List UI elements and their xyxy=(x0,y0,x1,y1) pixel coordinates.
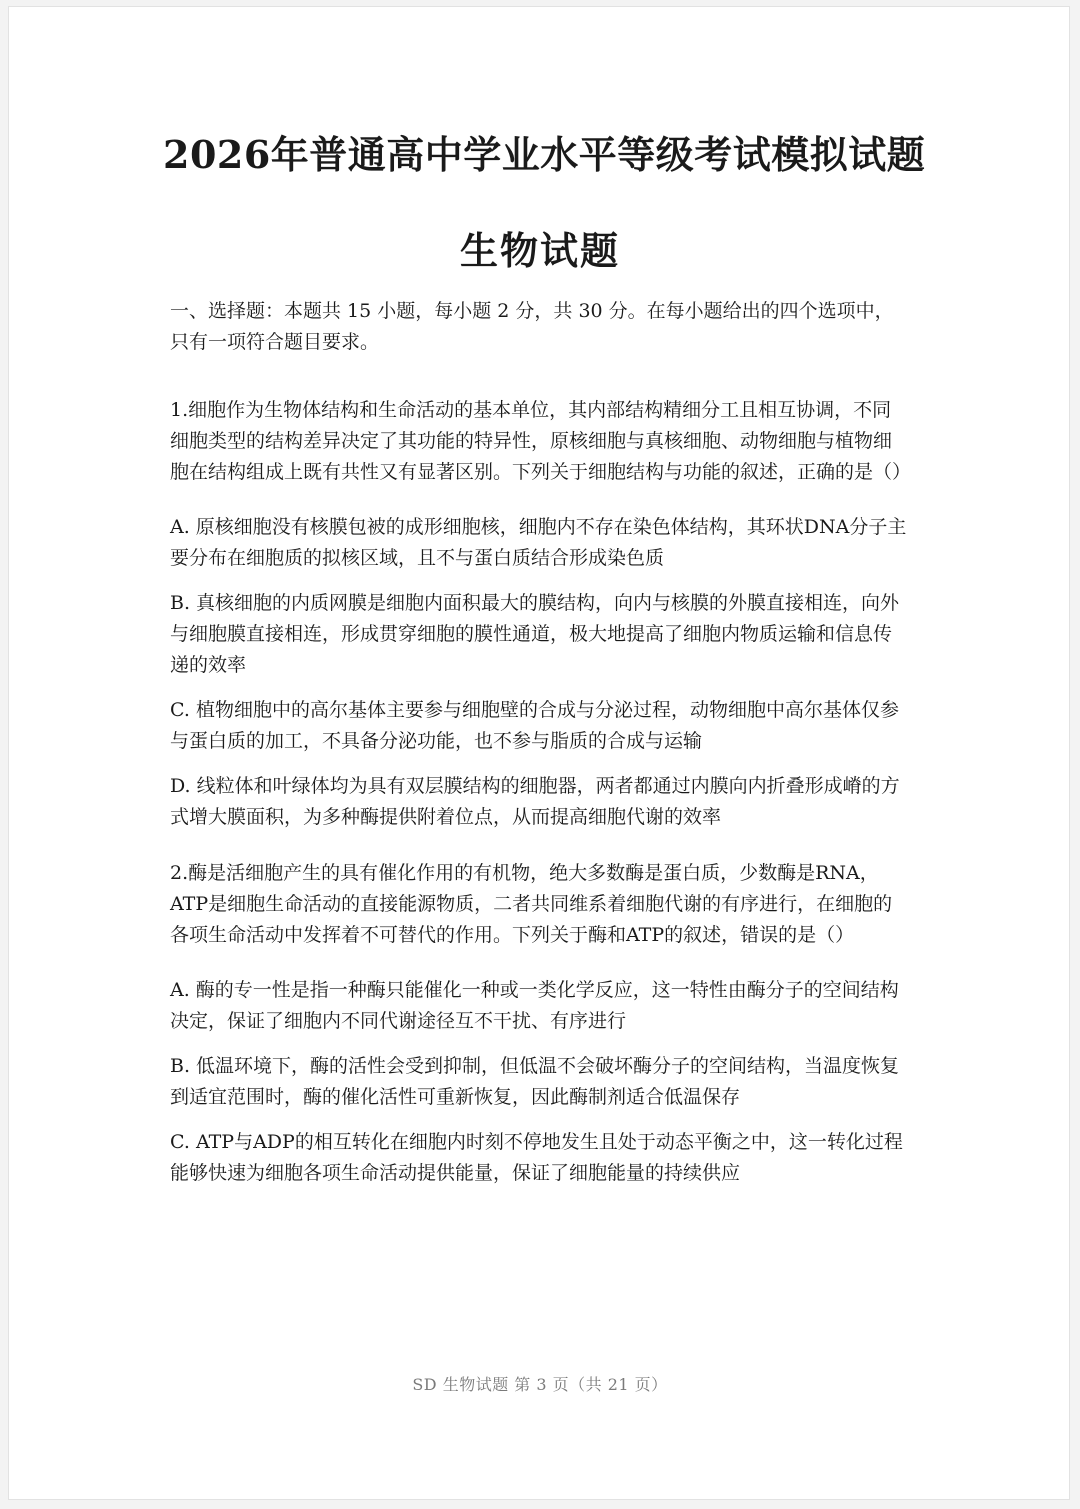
document-body xyxy=(170,296,910,1203)
question-stem: 2.酶是活细胞产生的具有催化作用的有机物，绝大多数酶是蛋白质，少数酶是RNA，ATP是细胞生命活动的直接能源物质，二者共同维系着细胞代谢的有序进行，在细胞的各项生命活动中发挥着不可替代的作用。下列关于酶和ATP的叙述，错误的是（） xyxy=(170,862,893,946)
question-stem: 1.细胞作为生物体结构和生命活动的基本单位，其内部结构精细分工且相互协调，不同细胞类型的结构差异决定了其功能的特异性，原核细胞与真核细胞、动物细胞与植物细胞在结构组成上既有共性又有显著区别。下列关于细胞结构与功能的叙述，正确的是（） xyxy=(170,399,912,483)
option-d: D. 线粒体和叶绿体均为具有双层膜结构的细胞器，两者都通过内膜向内折叠形成嵴的方式增大膜面积，为多种酶提供附着位点，从而提高细胞代谢的效率 xyxy=(170,775,900,828)
option-b: B. 低温环境下，酶的活性会受到抑制，但低温不会破坏酶分子的空间结构，当温度恢复到适宜范围时，酶的催化活性可重新恢复，因此酶制剂适合低温保存 xyxy=(170,1055,900,1108)
question-2 xyxy=(170,858,910,1189)
option-c: C. ATP与ADP的相互转化在细胞内时刻不停地发生且处于动态平衡之中，这一转化过程能够快速为细胞各项生命活动提供能量，保证了细胞能量的持续供应 xyxy=(170,1131,903,1184)
option-b: B. 真核细胞的内质网膜是细胞内面积最大的膜结构，向内与核膜的外膜直接相连，向外与细胞膜直接相连，形成贯穿细胞的膜性通道，极大地提高了细胞内物质运输和信息传递的效率 xyxy=(170,592,900,676)
page-title: 2026年普通高中学业水平等级考试模拟试题 xyxy=(163,132,926,177)
section-intro: 一、选择题：本题共 15 小题，每小题 2 分，共 30 分。在每小题给出的四个选项中，只有一项符合题目要求。 xyxy=(170,300,894,353)
option-a: A. 原核细胞没有核膜包被的成形细胞核，细胞内不存在染色体结构，其环状DNA分子主要分布在细胞质的拟核区域，且不与蛋白质结合形成染色质 xyxy=(170,516,907,569)
question-1 xyxy=(170,395,910,833)
page-footer: SD 生物试题 第 3 页（共 21 页） xyxy=(412,1375,668,1394)
option-c: C. 植物细胞中的高尔基体主要参与细胞壁的合成与分泌过程，动物细胞中高尔基体仅参与蛋白质的加工，不具备分泌功能，也不参与脂质的合成与运输 xyxy=(170,699,899,752)
option-a: A. 酶的专一性是指一种酶只能催化一种或一类化学反应，这一特性由酶分子的空间结构决定，保证了细胞内不同代谢途径互不干扰、有序进行 xyxy=(170,979,899,1032)
page-subtitle: 生物试题 xyxy=(459,228,620,273)
